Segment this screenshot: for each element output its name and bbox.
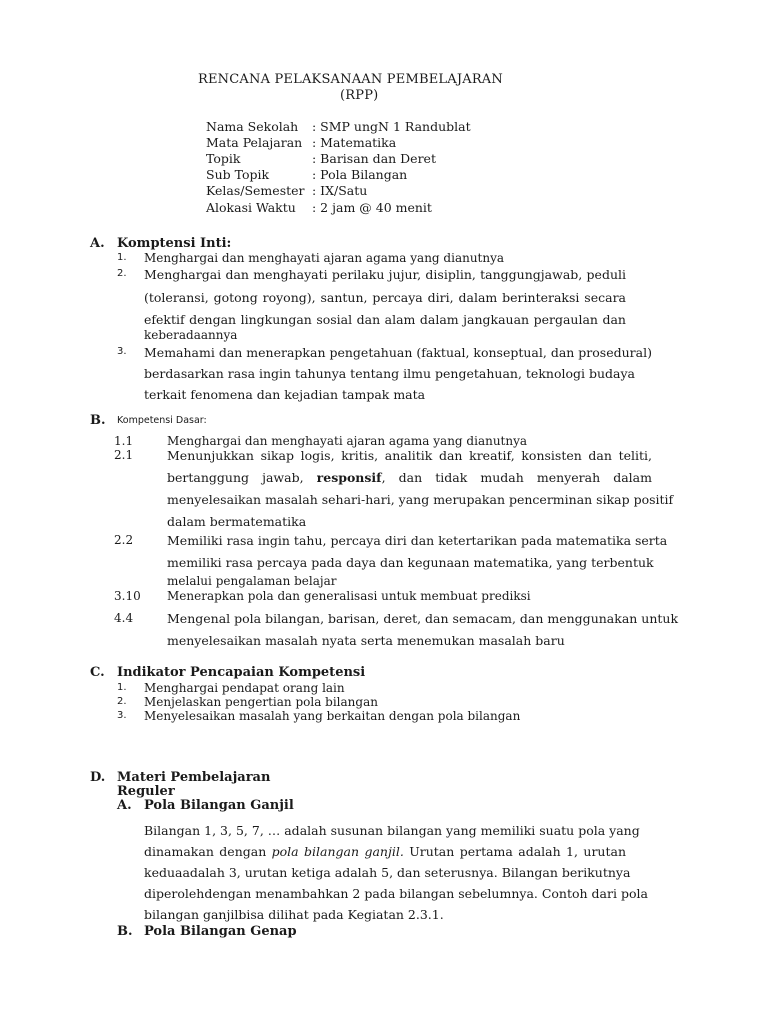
section-c-letter: C. bbox=[90, 665, 105, 680]
section-b-title: Kompetensi Dasar: bbox=[117, 415, 207, 426]
text-run: , dan tidak mudah menyerah dalam bbox=[381, 470, 652, 485]
info-value: : Barisan dan Deret bbox=[312, 151, 436, 166]
section-d-title: Materi Pembelajaran bbox=[117, 770, 271, 785]
list-item-line: Menghargai dan menghayati perilaku jujur, disiplin, tanggungjawab, peduli bbox=[144, 267, 626, 282]
list-item-line: (toleransi, gotong royong), santun, percaya diri, dalam berinteraksi secara bbox=[144, 289, 626, 305]
section-d-letter: D. bbox=[90, 770, 106, 785]
text-run: dinamakan dengan bbox=[144, 844, 272, 859]
info-label: Topik bbox=[206, 151, 241, 166]
list-item: Menghargai dan menghayati ajaran agama yang dianutnya bbox=[144, 251, 505, 265]
info-label: Nama Sekolah bbox=[206, 119, 299, 134]
list-item bbox=[144, 342, 652, 405]
paragraph-line bbox=[144, 841, 626, 862]
section-c-title: Indikator Pencapaian Kompetensi bbox=[117, 665, 366, 680]
list-number: 2. bbox=[117, 268, 127, 279]
list-item-line: Memahami dan menerapkan pengetahuan (faktual, konseptual, dan prosedural) bbox=[144, 345, 652, 360]
list-item bbox=[167, 530, 668, 574]
info-value: : Matematika bbox=[312, 135, 397, 150]
list-item: Menghargai pendapat orang lain bbox=[144, 681, 345, 695]
info-value: : Pola Bilangan bbox=[312, 167, 408, 182]
section-b-letter: B. bbox=[90, 413, 106, 428]
list-number: 3.10 bbox=[114, 589, 141, 603]
list-item bbox=[144, 264, 626, 332]
subsection-a-letter: A. bbox=[117, 798, 132, 813]
list-item-line: berdasarkan rasa ingin tahunya tentang ilmu pengetahuan, teknologi budaya bbox=[144, 366, 635, 381]
list-item-line: Memiliki rasa ingin tahu, percaya diri dan ketertarikan pada matematika serta bbox=[167, 533, 668, 548]
list-item-line: melalui pengalaman belajar bbox=[167, 574, 337, 588]
bold-term: responsif bbox=[316, 470, 382, 485]
list-item-line: Mengenal pola bilangan, barisan, deret, dan semacam, dan menggunakan untuk bbox=[167, 611, 679, 626]
list-item-line: keberadaannya bbox=[144, 328, 238, 342]
subsection-a-title: Pola Bilangan Ganjil bbox=[144, 798, 294, 813]
info-label: Kelas/Semester bbox=[206, 183, 305, 198]
info-label: Alokasi Waktu bbox=[206, 200, 296, 215]
list-item bbox=[167, 445, 674, 533]
document-subtitle: (RPP) bbox=[340, 88, 379, 103]
list-number: 1. bbox=[117, 682, 127, 693]
info-value: : 2 jam @ 40 menit bbox=[312, 200, 432, 215]
info-value: : IX/Satu bbox=[312, 183, 368, 198]
document-title: RENCANA PELAKSANAAN PEMBELAJARAN bbox=[198, 72, 503, 87]
info-label: Sub Topik bbox=[206, 167, 270, 182]
section-a-letter: A. bbox=[90, 236, 105, 251]
subsection-b-title: Pola Bilangan Genap bbox=[144, 924, 297, 939]
list-number: 2. bbox=[117, 696, 127, 707]
list-item: Menjelaskan pengertian pola bilangan bbox=[144, 695, 378, 709]
paragraph-line: diperolehdengan menambahkan 2 pada bilangan sebelumnya. Contoh dari pola bbox=[144, 886, 648, 901]
list-number: 1.1 bbox=[114, 434, 134, 448]
info-label: Mata Pelajaran bbox=[206, 135, 303, 150]
section-d-subtitle: Reguler bbox=[117, 784, 175, 799]
list-item bbox=[167, 608, 679, 652]
list-number: 1. bbox=[117, 252, 127, 263]
paragraph-line: Bilangan 1, 3, 5, 7, … adalah susunan bilangan yang memiliki suatu pola yang bbox=[144, 823, 640, 838]
list-number: 3. bbox=[117, 346, 127, 357]
list-item-line: terkait fenomena dan kejadian tampak mata bbox=[144, 387, 426, 402]
list-number: 4.4 bbox=[114, 611, 134, 625]
list-number: 2.2 bbox=[114, 533, 134, 547]
section-a-title: Komptensi Inti: bbox=[117, 236, 232, 251]
paragraph-line: keduaadalah 3, urutan ketiga adalah 5, dan seterusnya. Bilangan berikutnya bbox=[144, 865, 631, 880]
list-item-line bbox=[167, 467, 652, 489]
list-item-line: efektif dengan lingkungan sosial dan alam dalam jangkauan pergaulan dan bbox=[144, 312, 626, 327]
list-item: Menerapkan pola dan generalisasi untuk membuat prediksi bbox=[167, 589, 531, 603]
paragraph-line: bilangan ganjilbisa dilihat pada Kegiatan 2.3.1. bbox=[144, 907, 444, 922]
list-item-line: Menunjukkan sikap logis, kritis, analitik dan kreatif, konsisten dan teliti, bbox=[167, 448, 652, 463]
text-run: bertanggung jawab, bbox=[167, 470, 317, 485]
list-item: Menghargai dan menghayati ajaran agama yang dianutnya bbox=[167, 434, 528, 448]
info-value: : SMP ungN 1 Randublat bbox=[312, 119, 471, 134]
list-number: 3. bbox=[117, 710, 127, 721]
list-number: 2.1 bbox=[114, 448, 134, 462]
list-item-line: dalam bermatematika bbox=[167, 514, 307, 529]
list-item: Menyelesaikan masalah yang berkaitan dengan pola bilangan bbox=[144, 709, 521, 723]
paragraph bbox=[144, 820, 648, 925]
italic-term: pola bilangan ganjil. bbox=[271, 844, 404, 859]
subsection-b-letter: B. bbox=[117, 924, 133, 939]
list-item-line: menyelesaikan masalah sehari-hari, yang merupakan pencerminan sikap positif bbox=[167, 492, 674, 507]
text-run: Urutan pertama adalah 1, urutan bbox=[403, 844, 626, 859]
list-item-line: memiliki rasa percaya pada daya dan kegunaan matematika, yang terbentuk bbox=[167, 555, 654, 570]
list-item-line: menyelesaikan masalah nyata serta menemukan masalah baru bbox=[167, 633, 565, 648]
